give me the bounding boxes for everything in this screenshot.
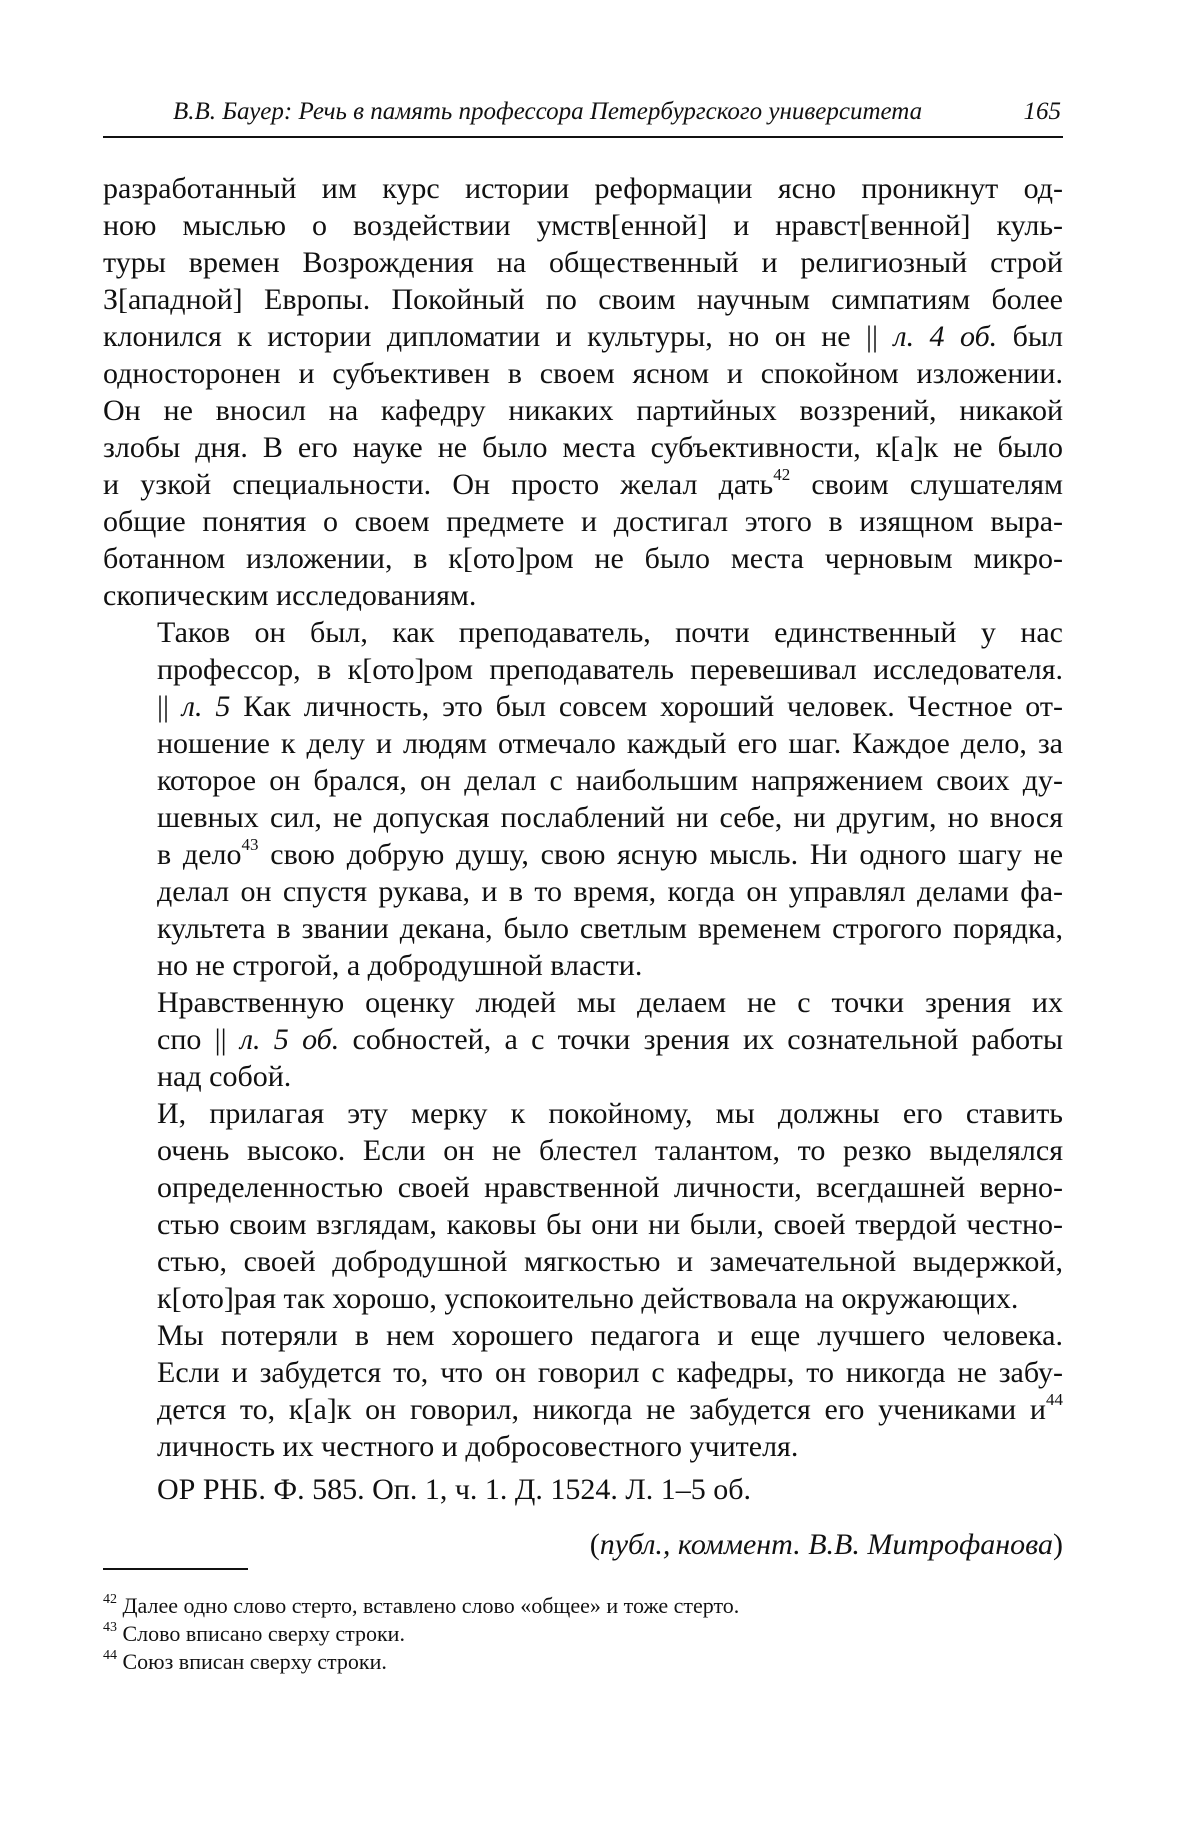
text-line xyxy=(103,466,1063,503)
page-number: 165 xyxy=(1024,98,1062,126)
footnote-number: 44 xyxy=(103,1648,117,1663)
text-line: стью, своей добродушной мягкостью и замечательной выдержкой, xyxy=(103,1243,1063,1280)
text-line: стью своим взглядам, каковы бы они ни были, своей твердой честно- xyxy=(103,1206,1063,1243)
footnote-number: 43 xyxy=(103,1620,117,1635)
document-page xyxy=(0,0,1200,1842)
folio-marker: л. 5 xyxy=(182,690,230,723)
folio-marker: л. 4 об. xyxy=(894,320,998,353)
footnote-ref: 42 xyxy=(773,465,790,484)
credit-close-paren: ) xyxy=(1053,1528,1063,1561)
text-line xyxy=(103,836,1063,873)
text-line: профессор, в к[ото]ром преподаватель перевешивал исследователя. xyxy=(103,651,1063,688)
footnote-text: Слово вписано сверху строки. xyxy=(117,1621,405,1646)
text-line: Он не вносил на кафедру никаких партийных воззрений, никакой xyxy=(103,392,1063,429)
text-line: злобы дня. В его науке не было места субъективности, к[а]к не было xyxy=(103,429,1063,466)
text-line: Мы потеряли в нем хорошего педагога и еще лучшего человека. xyxy=(103,1317,1063,1354)
text-line: скопическим исследованиям. xyxy=(103,577,1063,614)
text-line: односторонен и субъективен в своем ясном и спокойном изложении. xyxy=(103,355,1063,392)
paragraph-5 xyxy=(103,1317,1063,1465)
line-text: дется то, к[а]к он говорил, никогда не забудется его учениками и xyxy=(157,1393,1046,1426)
text-line xyxy=(103,318,1063,355)
text-line: З[ападной] Европы. Покойный по своим научным симпатиям более xyxy=(103,281,1063,318)
text-line: очень высоко. Если он не блестел талантом, то резко выделялся xyxy=(103,1132,1063,1169)
archival-source: ОР РНБ. Ф. 585. Оп. 1, ч. 1. Д. 1524. Л. 1–5 об. xyxy=(103,1471,1063,1508)
body-text xyxy=(103,170,1063,1563)
line-text: Как личность, это был совсем хороший человек. Честное от- xyxy=(230,690,1063,723)
text-line: И, прилагая эту мерку к покойному, мы должны его ставить xyxy=(103,1095,1063,1132)
text-line xyxy=(103,688,1063,725)
paragraph-1 xyxy=(103,170,1063,614)
text-line: общие понятия о своем предмете и достигал этого в изящном выра- xyxy=(103,503,1063,540)
running-title: В.В. Бауер: Речь в память профессора Петербургского университета xyxy=(173,98,922,126)
line-text: || xyxy=(157,690,182,723)
line-text: собностей, а с точки зрения их сознательной работы xyxy=(339,1023,1063,1056)
footnote-text: Далее одно слово стерто, вставлено слово «общее» и тоже стерто. xyxy=(117,1593,739,1618)
footnote-ref: 44 xyxy=(1046,1390,1063,1409)
line-text: клонился к истории дипломатии и культуры, но он не || xyxy=(103,320,894,353)
text-line: но не строгой, а добродушной власти. xyxy=(103,947,1063,984)
paragraph-2 xyxy=(103,614,1063,984)
footnote-number: 42 xyxy=(103,1592,117,1607)
line-text: спо || xyxy=(157,1023,240,1056)
folio-marker: л. 5 об. xyxy=(240,1023,339,1056)
text-line: разработанный им курс истории реформации ясно проникнут од- xyxy=(103,170,1063,207)
footnote-44 xyxy=(103,1648,1063,1676)
footnote-42 xyxy=(103,1592,1063,1620)
text-line: шевных сил, не допуская послаблений ни себе, ни другим, но внося xyxy=(103,799,1063,836)
text-line: ношение к делу и людям отмечало каждый его шаг. Каждое дело, за xyxy=(103,725,1063,762)
text-line: Таков он был, как преподаватель, почти единственный у нас xyxy=(103,614,1063,651)
footnote-divider xyxy=(103,1568,248,1570)
paragraph-4 xyxy=(103,1095,1063,1317)
text-line xyxy=(103,1021,1063,1058)
text-line: Если и забудется то, что он говорил с кафедры, то никогда не забу- xyxy=(103,1354,1063,1391)
paragraph-3 xyxy=(103,984,1063,1095)
footnote-ref: 43 xyxy=(242,835,259,854)
line-text: был xyxy=(997,320,1063,353)
text-line: туры времен Возрождения на общественный и религиозный строй xyxy=(103,244,1063,281)
footnote-text: Союз вписан сверху строки. xyxy=(117,1649,387,1674)
line-text: своим слушателям xyxy=(790,468,1063,501)
text-line: над собой. xyxy=(103,1058,1063,1095)
footnotes xyxy=(103,1592,1063,1676)
line-text: и узкой специальности. Он просто желал дать xyxy=(103,468,773,501)
text-line: определенностью своей нравственной личности, всегдашней верно- xyxy=(103,1169,1063,1206)
text-line: делал он спустя рукава, и в то время, когда он управлял делами фа- xyxy=(103,873,1063,910)
text-line: которое он брался, он делал с наибольшим напряжением своих ду- xyxy=(103,762,1063,799)
line-text: свою добрую душу, свою ясную мысль. Ни одного шагу не xyxy=(259,838,1064,871)
line-text: в дело xyxy=(157,838,242,871)
footnote-43 xyxy=(103,1620,1063,1648)
text-line: ною мыслью о воздействии умств[енной] и нравст[венной] куль- xyxy=(103,207,1063,244)
text-line xyxy=(103,1391,1063,1428)
text-line: к[ото]рая так хорошо, успокоительно действовала на окружающих. xyxy=(103,1280,1063,1317)
text-line: личность их честного и добросовестного учителя. xyxy=(103,1428,1063,1465)
running-header xyxy=(103,96,1063,138)
publication-credit xyxy=(103,1526,1063,1563)
text-line: ботанном изложении, в к[ото]ром не было места черновым микро- xyxy=(103,540,1063,577)
credit-open-paren: ( xyxy=(590,1528,600,1561)
credit-text: публ., коммент. В.В. Митрофанова xyxy=(600,1528,1053,1561)
text-line: Нравственную оценку людей мы делаем не с точки зрения их xyxy=(103,984,1063,1021)
text-line: культета в звании декана, было светлым временем строгого порядка, xyxy=(103,910,1063,947)
